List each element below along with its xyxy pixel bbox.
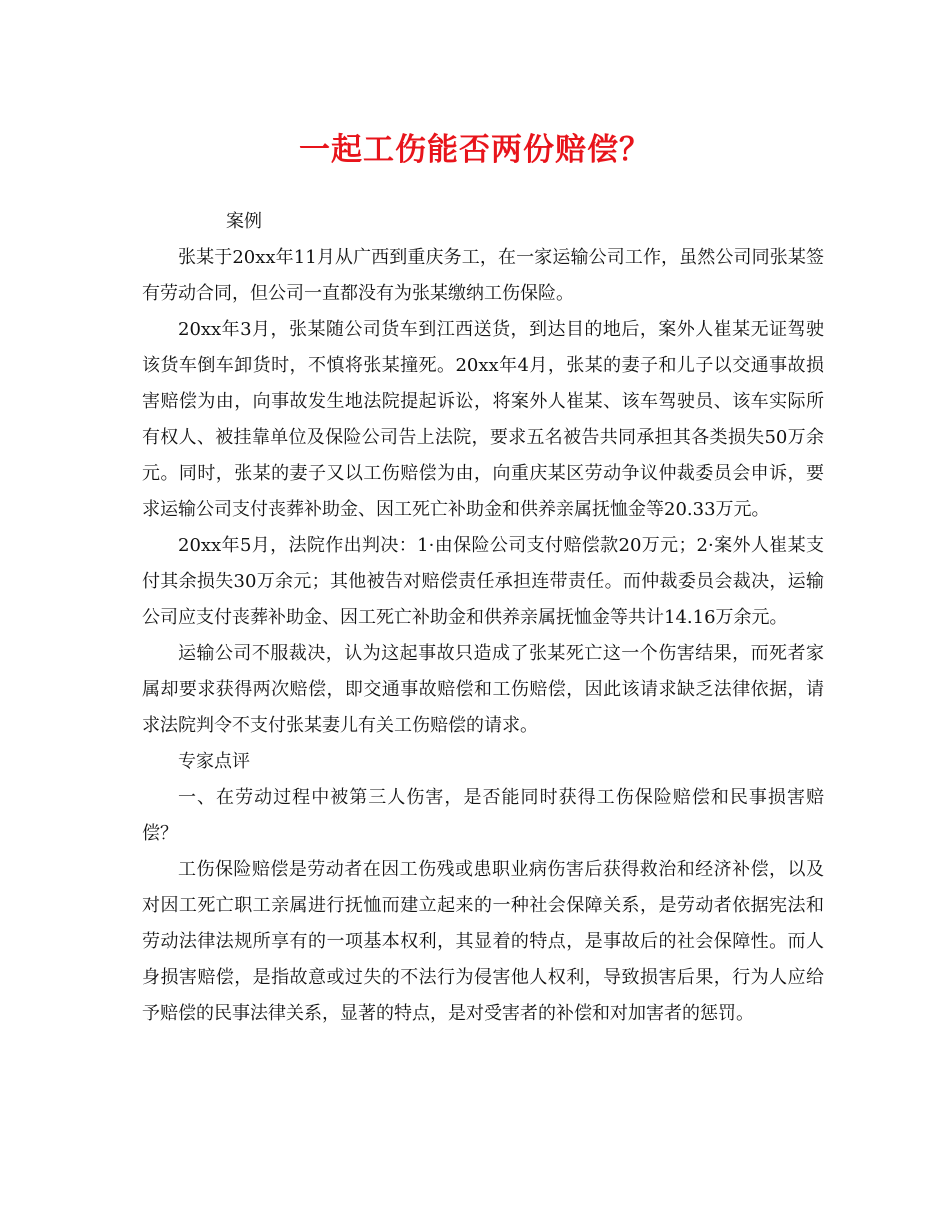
paragraph: 20xx年3月，张某随公司货车到江西送货，到达目的地后，案外人崔某无证驾驶该货车倒车卸货时，不慎将张某撞死。20xx年4月，张某的妻子和儿子以交通事故损害赔偿为由，向事故发生地法院提起诉讼，将案外人崔某、该车驾驶员、该车实际所有权人、被挂靠单位及保险公司告上法院，要求五名被告共同承担其各类损失50万余元。同时，张某的妻子又以工伤赔偿为由，向重庆某区劳动争议仲裁委员会申诉，要求运输公司支付丧葬补助金、因工死亡补助金和供养亲属抚恤金等20.33万元。	[142, 319, 824, 520]
document-title: 一起工伤能否两份赔偿？	[299, 132, 651, 168]
document-body	[142, 204, 824, 1032]
paragraph: 20xx年5月，法院作出判决：1·由保险公司支付赔偿款20万元；2·案外人崔某支付其余损失30万余元；其他被告对赔偿责任承担连带责任。而仲裁委员会裁决，运输公司应支付丧葬补助金、因工死亡补助金和供养亲属抚恤金等共计14.16万余元。	[142, 535, 824, 628]
section-heading-expert-review: 专家点评	[178, 751, 250, 772]
paragraph: 一、在劳动过程中被第三人伤害，是否能同时获得工伤保险赔偿和民事损害赔偿？	[142, 787, 824, 844]
section-heading-case: 案例	[226, 211, 262, 232]
paragraph: 工伤保险赔偿是劳动者在因工伤残或患职业病伤害后获得救治和经济补偿，以及对因工死亡职工亲属进行抚恤而建立起来的一种社会保障关系，是劳动者依据宪法和劳动法律法规所享有的一项基本权利，其显着的特点，是事故后的社会保障性。而人身损害赔偿，是指故意或过失的不法行为侵害他人权利，导致损害后果，行为人应给予赔偿的民事法律关系，显著的特点，是对受害者的补偿和对加害者的惩罚。	[142, 859, 824, 1024]
paragraph: 运输公司不服裁决，认为这起事故只造成了张某死亡这一个伤害结果，而死者家属却要求获得两次赔偿，即交通事故赔偿和工伤赔偿，因此该请求缺乏法律依据，请求法院判令不支付张某妻儿有关工伤赔偿的请求。	[142, 643, 824, 736]
paragraph: 张某于20xx年11月从广西到重庆务工，在一家运输公司工作，虽然公司同张某签有劳动合同，但公司一直都没有为张某缴纳工伤保险。	[142, 247, 824, 304]
